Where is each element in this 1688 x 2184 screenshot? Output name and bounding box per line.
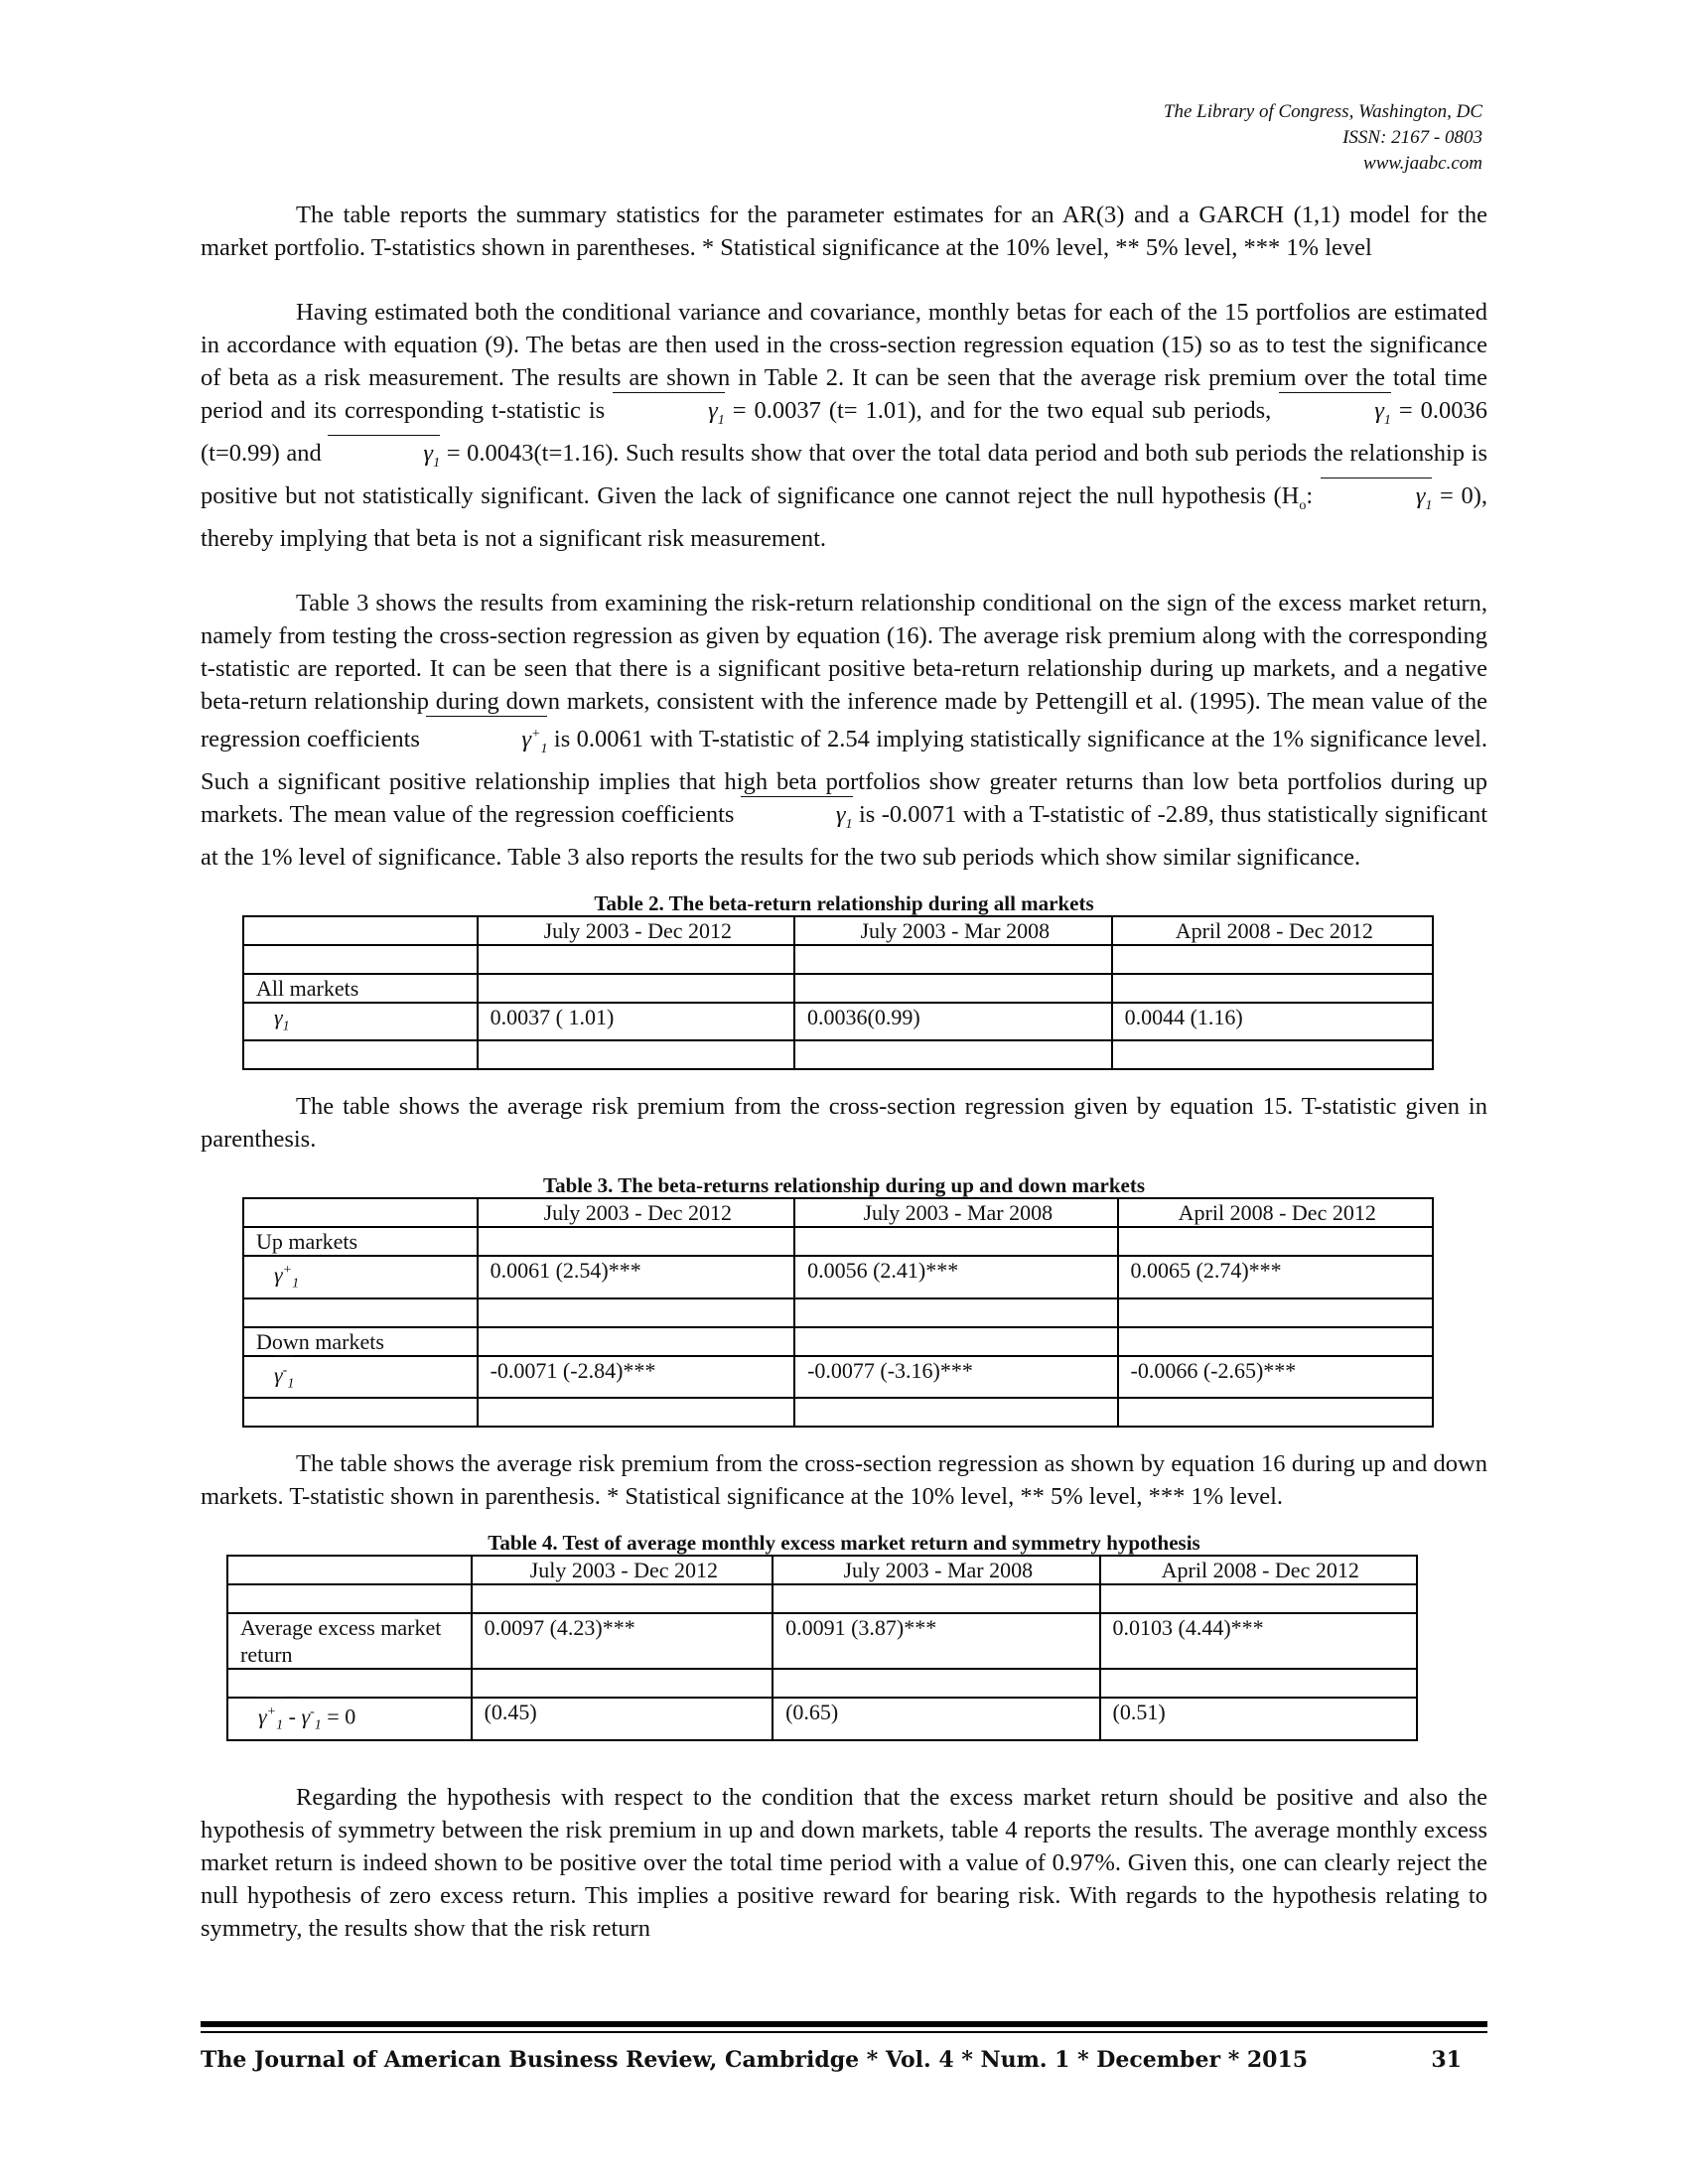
table-row bbox=[243, 1327, 1433, 1356]
table-cell: (0.51) bbox=[1100, 1698, 1417, 1740]
table-2-note: The table shows the average risk premium from the cross-section regression given by equation 15. T-statistic given in parenthesis. bbox=[201, 1093, 1487, 1153]
table-row bbox=[243, 1198, 1433, 1227]
table-row bbox=[227, 1613, 1417, 1669]
table-row bbox=[243, 916, 1433, 945]
table-header-cell: July 2003 - Mar 2008 bbox=[773, 1556, 1099, 1584]
table-cell: -0.0077 (-3.16)*** bbox=[794, 1356, 1117, 1399]
table-4-caption: Table 4. Test of average monthly excess market return and symmetry hypothesis bbox=[488, 1531, 1200, 1556]
gamma-bar-symbol: $\gamma_1$ bbox=[328, 437, 440, 479]
table-row bbox=[227, 1584, 1417, 1613]
table-cell: 0.0036(0.99) bbox=[794, 1003, 1112, 1040]
header-line-2: ISSN: 2167 - 0803 bbox=[1342, 127, 1482, 148]
table-3-note: The table shows the average risk premium from the cross-section regression as shown by equation 16 during up and down markets. T-statistic shown in parenthesis. * Statistical significance at the 10% level, ** 5% level, *** 1% level. bbox=[201, 1450, 1487, 1511]
table-row bbox=[243, 1398, 1433, 1427]
table-row bbox=[243, 1003, 1433, 1040]
page-footer bbox=[201, 2047, 1462, 2073]
gamma-minus-bar-symbol: $\gamma_1$ bbox=[741, 798, 853, 841]
table-row bbox=[243, 945, 1433, 974]
table-cell: 0.0091 (3.87)*** bbox=[773, 1613, 1099, 1669]
paragraph-1: The table reports the summary statistics for the parameter estimates for an AR(3) and a GARCH (1,1) model for the market portfolio. T-statistics shown in parentheses. * Statistical significance at the 10% level, ** 5% level, *** 1% level bbox=[201, 202, 1487, 261]
gamma-bar-symbol: $\gamma_1$ bbox=[1279, 394, 1391, 437]
table-cell: 0.0097 (4.23)*** bbox=[472, 1613, 773, 1669]
gamma-plus-symbol-cell: $\gamma^+_1$ bbox=[243, 1256, 478, 1298]
table-row bbox=[227, 1698, 1417, 1740]
paragraph-4: Regarding the hypothesis with respect to the condition that the excess market return should be positive and also the hypothesis of symmetry between the risk premium in up and down markets, table 4 reports the results. The average monthly excess market return is indeed shown to be positive over the total time period with a value of 0.97%. Given this, one can clearly reject the null hypothesis of zero excess return. This implies a positive reward for bearing risk. With regards to the hypothesis relating to symmetry, the results show that the risk return bbox=[201, 1784, 1487, 1943]
symmetry-hypothesis-cell: $\gamma^+_1$ - $\gamma^-_1 = 0$ bbox=[227, 1698, 472, 1740]
table-header-cell: April 2008 - Dec 2012 bbox=[1118, 1198, 1434, 1227]
table-row bbox=[243, 1040, 1433, 1069]
table-cell: 0.0056 (2.41)*** bbox=[794, 1256, 1117, 1298]
table-cell: (0.65) bbox=[773, 1698, 1099, 1740]
paragraph-2: Having estimated both the conditional variance and covariance, monthly betas for each of the 15 portfolios are estimated in accordance with equation (9). The betas are then used in the cross-section regression equation (15) so as to test the significance of beta as a risk measurement. The results are shown in Table 2. It can be seen that the average risk premium over the total time period and its corresponding t-statistic is $\gamma_1 = 0.0037$ (t= 1.01), and for the two equal sub periods, $\gamma_1 = 0.0036$ (t=0.99) and $\gamma_1 = 0.0043(t=1.16)$. Such results show that over the total data period and both sub periods the relationship is positive but not statistically significant. Given the lack of significance one cannot reject the null hypothesis ($H_o$: $\gamma_1 = 0$), thereby implying that beta is not a significant risk measurement. bbox=[201, 299, 1488, 552]
table-3 bbox=[242, 1197, 1434, 1428]
page-number: 31 bbox=[1431, 2047, 1462, 2073]
gamma-minus-symbol-cell: $\gamma^-_1$ bbox=[243, 1356, 478, 1399]
paragraph-3: Table 3 shows the results from examining the risk-return relationship conditional on the sign of the excess market return, namely from testing the cross-section regression as given by equation (16). The average risk premium along with the corresponding t-statistic are reported. It can be seen that there is a significant positive beta-return relationship during up markets, and a negative beta-return relationship during down markets, consistent with the inference made by Pettengill et al. (1995). The mean value of the regression coefficients $\gamma^+_1$ is 0.0061 with T-statistic of 2.54 implying statistically significance at the 1% significance level. Such a significant positive relationship implies that high beta portfolios show greater returns than low beta portfolios during up markets. The mean value of the regression coefficients $\gamma_1$ is -0.0071 with a T-statistic of -2.89, thus statistically significant at the 1% level of significance. Table 3 also reports the results for the two sub periods which show similar significance. bbox=[201, 589, 1488, 871]
table-cell: (0.45) bbox=[472, 1698, 773, 1740]
table-row bbox=[243, 1256, 1433, 1298]
row-label: Up markets bbox=[243, 1227, 478, 1256]
table-cell: 0.0044 (1.16) bbox=[1112, 1003, 1433, 1040]
table-header-cell: July 2003 - Dec 2012 bbox=[472, 1556, 773, 1584]
table-row bbox=[243, 1227, 1433, 1256]
row-label: All markets bbox=[243, 974, 478, 1003]
row-label: Average excess market return bbox=[227, 1613, 472, 1669]
table-header-cell: July 2003 - Dec 2012 bbox=[478, 1198, 794, 1227]
table-row bbox=[243, 1298, 1433, 1327]
table-header-cell: April 2008 - Dec 2012 bbox=[1112, 916, 1433, 945]
header-line-1: The Library of Congress, Washington, DC bbox=[1163, 101, 1482, 122]
table-cell: -0.0066 (-2.65)*** bbox=[1118, 1356, 1434, 1399]
page-content bbox=[201, 199, 1487, 1945]
table-3-caption: Table 3. The beta-returns relationship during up and down markets bbox=[542, 1173, 1146, 1197]
gamma-bar-symbol: $\gamma_1$ bbox=[613, 394, 725, 437]
table-cell: 0.0103 (4.44)*** bbox=[1100, 1613, 1417, 1669]
page-header bbox=[1164, 99, 1482, 177]
table-cell: -0.0071 (-2.84)*** bbox=[478, 1356, 794, 1399]
table-row bbox=[227, 1669, 1417, 1698]
journal-citation: The Journal of American Business Review, Cambridge * Vol. 4 * Num. 1 * December * 2015 bbox=[201, 2047, 1309, 2073]
table-row bbox=[243, 974, 1433, 1003]
table-header-cell: July 2003 - Mar 2008 bbox=[794, 1198, 1117, 1227]
table-row bbox=[227, 1556, 1417, 1584]
table-cell: 0.0065 (2.74)*** bbox=[1118, 1256, 1434, 1298]
header-line-3: www.jaabc.com bbox=[1363, 153, 1482, 174]
table-row bbox=[243, 1356, 1433, 1399]
row-label: Down markets bbox=[243, 1327, 478, 1356]
footer-divider bbox=[201, 2021, 1487, 2027]
table-header-cell: July 2003 - Dec 2012 bbox=[478, 916, 794, 945]
table-4 bbox=[226, 1555, 1418, 1741]
gamma-bar-symbol: $\gamma_1$ bbox=[1321, 479, 1433, 522]
footer-divider-thin bbox=[201, 2031, 1487, 2033]
table-cell: 0.0061 (2.54)*** bbox=[478, 1256, 794, 1298]
gamma-symbol-cell: $\gamma_1$ bbox=[243, 1003, 478, 1040]
table-cell: 0.0037 ( 1.01) bbox=[478, 1003, 794, 1040]
table-header-cell: July 2003 - Mar 2008 bbox=[794, 916, 1112, 945]
table-2 bbox=[242, 915, 1434, 1070]
table-header-cell: April 2008 - Dec 2012 bbox=[1100, 1556, 1417, 1584]
table-2-caption: Table 2. The beta-return relationship during all markets bbox=[594, 890, 1094, 915]
gamma-plus-bar-symbol: $\gamma^+_1$ bbox=[426, 718, 547, 765]
